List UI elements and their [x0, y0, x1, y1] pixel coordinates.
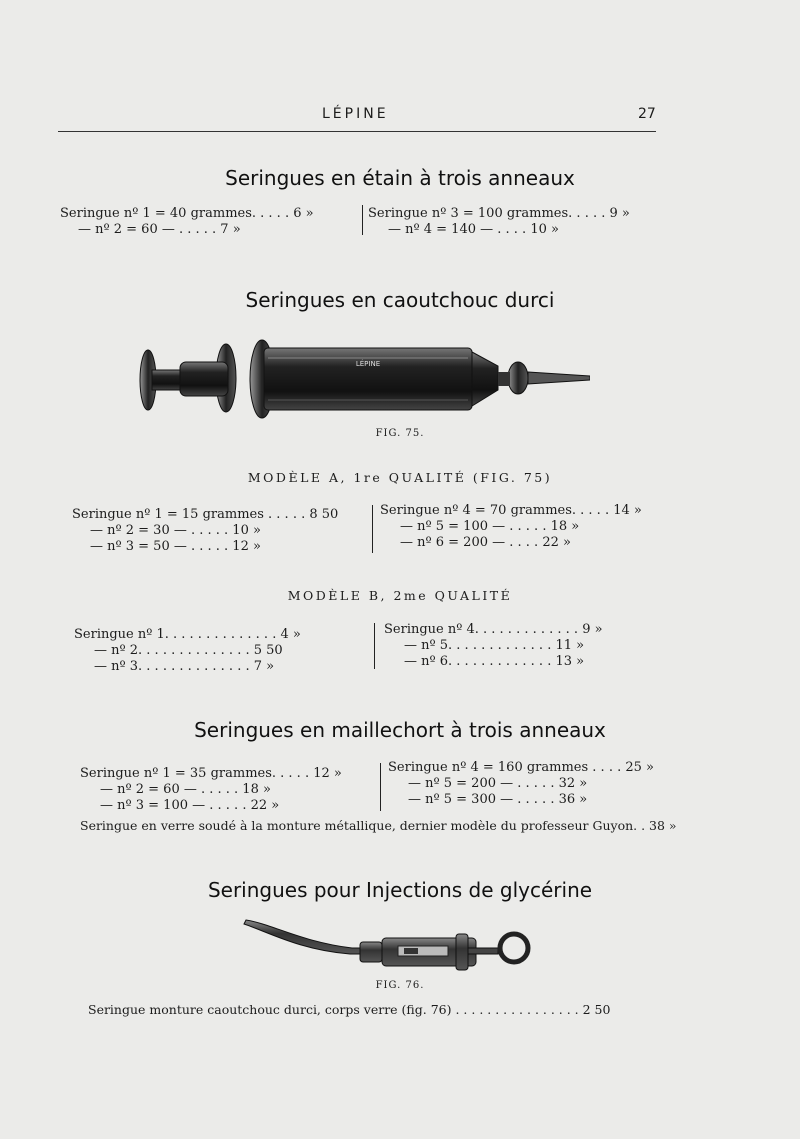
price-line: — nº 4 = 140 — . . . . 10 » [388, 222, 559, 237]
price-line: — nº 2. . . . . . . . . . . . . . 5 50 [94, 643, 283, 658]
column-divider [372, 505, 373, 553]
price-line: — nº 6 = 200 — . . . . 22 » [400, 535, 571, 550]
syringe-engraving: LÉPINE [355, 360, 381, 368]
price-line: — nº 5 = 100 — . . . . . 18 » [400, 519, 580, 534]
syringe-illustration-fig76 [242, 914, 534, 974]
price-line-glycerine: Seringue monture caoutchouc durci, corps verre (fig. 76) . . . . . . . . . . . . . . . . 2 50 [88, 1002, 611, 1017]
price-line: — nº 3 = 100 — . . . . . 22 » [100, 798, 280, 813]
column-divider [362, 205, 363, 235]
price-line: Seringue nº 1 = 40 grammes. . . . . 6 » [60, 206, 314, 221]
section-title-maillechort: Seringues en maillechort à trois anneaux [194, 718, 606, 742]
section-title-etain: Seringues en étain à trois anneaux [225, 166, 575, 190]
model-a-heading: MODÈLE A, 1re QUALITÉ (FIG. 75) [247, 470, 553, 485]
price-line: Seringue nº 3 = 100 grammes. . . . . 9 » [368, 206, 630, 221]
price-line: — nº 2 = 30 — . . . . . 10 » [90, 523, 261, 538]
price-line: — nº 2 = 60 — . . . . . 7 » [78, 222, 241, 237]
syringe-illustration-fig75 [138, 336, 590, 420]
price-line: — nº 3. . . . . . . . . . . . . . 7 » [94, 659, 275, 674]
price-line: — nº 5. . . . . . . . . . . . . 11 » [404, 638, 585, 653]
price-line: — nº 2 = 60 — . . . . . 18 » [100, 782, 271, 797]
section-title-caoutchouc: Seringues en caoutchouc durci [245, 288, 555, 312]
price-line: Seringue nº 1 = 35 grammes. . . . . 12 » [80, 766, 342, 781]
price-line: Seringue nº 4. . . . . . . . . . . . . 9 » [384, 622, 603, 637]
price-line-verre: Seringue en verre soudé à la monture métallique, dernier modèle du professeur Guyon. . 38 » [80, 818, 677, 833]
model-b-heading: MODÈLE B, 2me QUALITÉ [287, 588, 513, 603]
running-head [0, 106, 800, 126]
price-line: Seringue nº 1 = 15 grammes . . . . . 8 50 [72, 507, 339, 522]
price-line: — nº 5 = 200 — . . . . . 32 » [408, 776, 588, 791]
price-line: Seringue nº 4 = 160 grammes . . . . 25 » [388, 760, 654, 775]
column-divider [374, 623, 375, 669]
running-head-title: LÉPINE [322, 106, 389, 122]
price-line: Seringue nº 1. . . . . . . . . . . . . . 4 » [74, 627, 301, 642]
header-rule [58, 131, 656, 132]
price-line: — nº 5 = 300 — . . . . . 36 » [408, 792, 588, 807]
column-divider [380, 763, 381, 811]
price-line: — nº 3 = 50 — . . . . . 12 » [90, 539, 261, 554]
figure-caption-75: FIG. 75. [375, 428, 425, 439]
price-line: — nº 6. . . . . . . . . . . . . 13 » [404, 654, 585, 669]
page-number: 27 [638, 106, 656, 122]
section-title-glycerine: Seringues pour Injections de glycérine [207, 878, 593, 902]
price-line: Seringue nº 4 = 70 grammes. . . . . 14 » [380, 503, 642, 518]
figure-caption-76: FIG. 76. [375, 980, 425, 991]
